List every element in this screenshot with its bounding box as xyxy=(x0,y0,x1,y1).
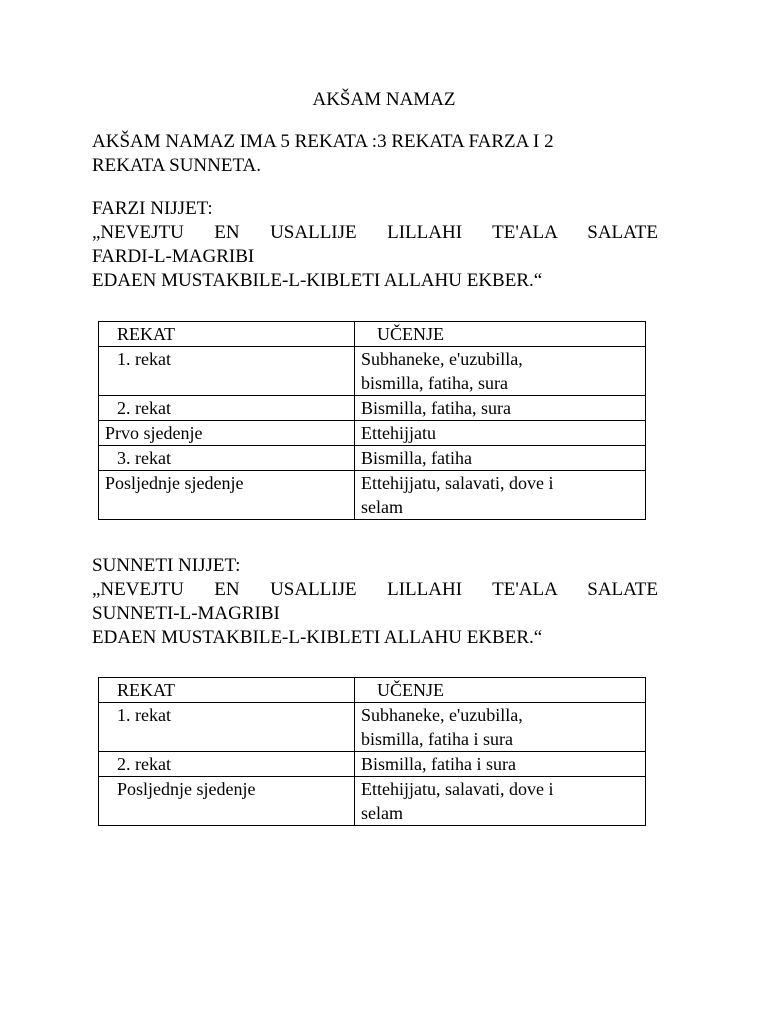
page-title: AKŠAM NAMAZ xyxy=(312,89,456,110)
intro-line-2: REKATA SUNNETA. xyxy=(92,155,262,176)
sunnet-nijjet-line-1: „NEVEJTU EN USALLIJE LILLAHI TE'ALA SALATE xyxy=(92,579,658,600)
sunnet-rekat-table xyxy=(98,677,646,826)
ucenje-cell xyxy=(355,777,646,826)
table-row xyxy=(99,752,646,777)
sunnet-nijjet-line-3: EDAEN MUSTAKBILE-L-KIBLETI ALLAHU EKBER.“ xyxy=(92,627,543,648)
ucenje-line: Ettehijjatu, salavati, dove i xyxy=(361,473,554,493)
table-row xyxy=(99,396,646,421)
table-row xyxy=(99,446,646,471)
farz-nijjet-line-3: EDAEN MUSTAKBILE-L-KIBLETI ALLAHU EKBER.“ xyxy=(92,270,543,291)
ucenje-line: bismilla, fatiha i sura xyxy=(361,729,513,749)
table-row xyxy=(99,421,646,446)
ucenje-cell: Ettehijjatu xyxy=(355,421,646,446)
ucenje-cell: Bismilla, fatiha, sura xyxy=(355,396,646,421)
rekat-cell: 1. rekat xyxy=(99,347,355,396)
ucenje-line: bismilla, fatiha, sura xyxy=(361,373,508,393)
ucenje-line: Subhaneke, e'uzubilla, xyxy=(361,349,523,369)
sunnet-nijjet-section xyxy=(92,554,658,650)
rekat-cell: Posljednje sjedenje xyxy=(99,777,355,826)
ucenje-cell: Bismilla, fatiha xyxy=(355,446,646,471)
table-header-row xyxy=(99,678,646,703)
ucenje-cell xyxy=(355,347,646,396)
table-row xyxy=(99,703,646,752)
farz-nijjet-line-1: „NEVEJTU EN USALLIJE LILLAHI TE'ALA SALATE xyxy=(92,222,658,243)
rekat-cell: 2. rekat xyxy=(99,396,355,421)
ucenje-cell xyxy=(355,703,646,752)
intro-paragraph xyxy=(92,130,658,178)
farz-nijjet-section xyxy=(92,197,658,293)
farz-rekat-table xyxy=(98,321,646,520)
column-header-ucenje: UČENJE xyxy=(355,322,646,347)
rekat-cell: 3. rekat xyxy=(99,446,355,471)
rekat-cell: 2. rekat xyxy=(99,752,355,777)
intro-line-1: AKŠAM NAMAZ IMA 5 REKATA :3 REKATA FARZA I 2 xyxy=(92,131,554,152)
ucenje-line: selam xyxy=(361,803,403,823)
ucenje-line: selam xyxy=(361,497,403,517)
table-row xyxy=(99,777,646,826)
sunnet-nijjet-line-2: SUNNETI-L-MAGRIBI xyxy=(92,603,280,624)
rekat-cell: Prvo sjedenje xyxy=(99,421,355,446)
ucenje-cell xyxy=(355,471,646,520)
table-header-row xyxy=(99,322,646,347)
ucenje-line: Ettehijjatu, salavati, dove i xyxy=(361,779,554,799)
column-header-rekat: REKAT xyxy=(99,322,355,347)
rekat-cell: Posljednje sjedenje xyxy=(99,471,355,520)
rekat-cell: 1. rekat xyxy=(99,703,355,752)
farz-nijjet-line-2: FARDI-L-MAGRIBI xyxy=(92,246,255,267)
table-row xyxy=(99,347,646,396)
ucenje-cell: Bismilla, fatiha i sura xyxy=(355,752,646,777)
column-header-rekat: REKAT xyxy=(99,678,355,703)
sunnet-nijjet-heading: SUNNETI NIJJET: xyxy=(92,555,241,576)
ucenje-line: Subhaneke, e'uzubilla, xyxy=(361,705,523,725)
table-row xyxy=(99,471,646,520)
farz-nijjet-heading: FARZI NIJJET: xyxy=(92,198,213,219)
column-header-ucenje: UČENJE xyxy=(355,678,646,703)
